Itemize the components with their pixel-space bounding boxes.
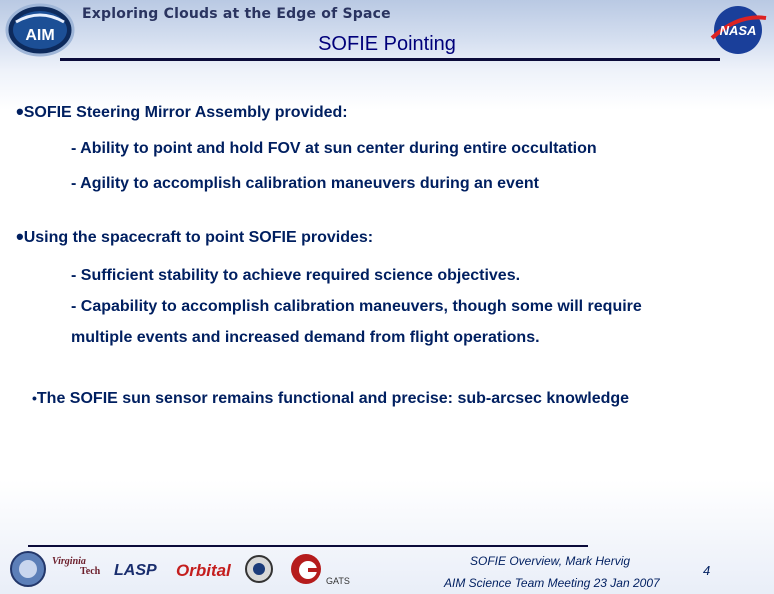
footer-meeting: AIM Science Team Meeting 23 Jan 2007 bbox=[444, 576, 660, 590]
bullet-2-item-3: multiple events and increased demand from flight operations. bbox=[71, 329, 540, 346]
tech-text: Tech bbox=[80, 566, 101, 577]
bullet-dot: • bbox=[32, 390, 37, 406]
gats-label: GATS bbox=[326, 576, 350, 586]
emblem-logo bbox=[244, 552, 274, 586]
slide-title: SOFIE Pointing bbox=[318, 33, 456, 55]
bullet-2-text: Using the spacecraft to point SOFIE provides: bbox=[23, 229, 374, 246]
footer-author: SOFIE Overview, Mark Hervig bbox=[470, 554, 631, 568]
seal-logo bbox=[8, 550, 48, 588]
gats-logo-mark bbox=[289, 552, 323, 586]
bullet-2-item-1: - Sufficient stability to achieve required science objectives. bbox=[71, 267, 521, 284]
bullet-dot: • bbox=[16, 99, 24, 124]
footer-divider bbox=[28, 545, 588, 547]
virginia-tech-logo bbox=[52, 556, 110, 582]
bullet-3-text: The SOFIE sun sensor remains functional and precise: sub-arcsec knowledge bbox=[36, 390, 630, 407]
nasa-logo-text: NASA bbox=[719, 23, 757, 38]
bullet-2 bbox=[16, 224, 374, 249]
bullet-1-item-1: - Ability to point and hold FOV at sun center during entire occultation bbox=[71, 140, 597, 157]
bullet-1-text: SOFIE Steering Mirror Assembly provided: bbox=[23, 104, 348, 121]
virginia-text: Virginia bbox=[52, 556, 86, 567]
banner-title: Exploring Clouds at the Edge of Space bbox=[82, 6, 391, 22]
orbital-logo: Orbital bbox=[176, 561, 231, 580]
bullet-1-item-2: - Agility to accomplish calibration maneuvers during an event bbox=[71, 175, 539, 192]
header-divider bbox=[60, 58, 720, 61]
bullet-2-item-2: - Capability to accomplish calibration maneuvers, though some will require bbox=[71, 298, 642, 315]
bullet-1 bbox=[16, 99, 348, 124]
lasp-logo: LASP bbox=[114, 562, 157, 579]
page-number: 4 bbox=[703, 563, 711, 578]
bullet-3 bbox=[32, 390, 629, 408]
aim-logo-text: AIM bbox=[25, 27, 55, 44]
bullet-dot: • bbox=[16, 224, 24, 249]
